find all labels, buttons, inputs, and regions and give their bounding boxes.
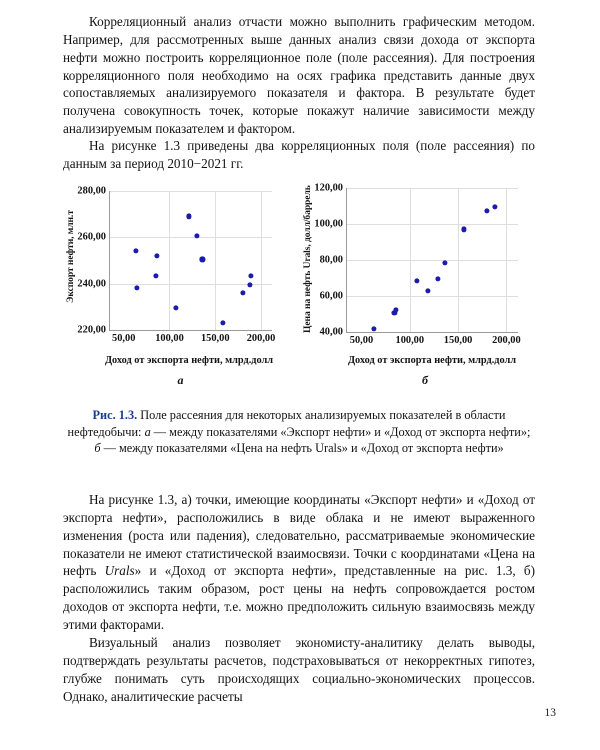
gridline-vertical <box>215 191 216 330</box>
paragraph-intro <box>63 13 535 138</box>
chart-a-x-axis-label: Доход от экспорта нефти, млрд.долл <box>104 355 274 366</box>
data-point <box>394 307 399 312</box>
data-point <box>414 278 419 283</box>
caption-text-2: — между показателями «Экспорт нефти» и «Доход от экспорта нефти»; <box>150 424 531 439</box>
y-tick-label: 240,00 <box>77 278 106 290</box>
x-tick-label: 200,00 <box>246 333 276 344</box>
paragraph-conclusion <box>63 634 535 705</box>
y-tick-label: 100,00 <box>314 218 343 230</box>
gridline-vertical <box>410 188 411 332</box>
gridline-vertical <box>458 188 459 332</box>
data-point <box>200 257 205 262</box>
scatter-chart-b <box>300 183 550 383</box>
data-point <box>134 286 139 291</box>
paragraph-text <box>63 491 535 634</box>
x-tick-label: 50,00 <box>349 335 374 346</box>
data-point <box>133 249 138 254</box>
y-tick-label: 120,00 <box>314 182 343 194</box>
caption-text-3: — между показателями «Цена на нефть Urals» и «Доход от экспорта нефти» <box>100 441 504 456</box>
paragraph-text: Корреляционный анализ отчасти можно выполнить графическим методом. Например, для рассмотренных выше данных анализ связи дохода от экспорта нефти можно построить корреляционное поле (поле рассеяния). Для построения корреляционного поля необходимо на осях графика представить данные двух сопоставляемых анализируемого показателя и фактора. В результате будет получена совокупность точек, которые покажут наличие зависимости между анализируемым показателем и фактором. <box>63 14 535 137</box>
p3-italic-urals: Urals <box>104 563 135 579</box>
x-tick-label: 150,00 <box>443 335 473 346</box>
gridline-vertical <box>506 188 507 332</box>
y-tick-label: 80,00 <box>319 254 343 266</box>
chart-b-y-axis-label: Цена на нефть Urals, долл/баррель <box>302 185 313 333</box>
data-point <box>247 282 252 287</box>
y-tick-label: 280,00 <box>77 185 106 197</box>
chart-b-x-axis-label: Доход от экспорта нефти, млрд.долл <box>347 355 517 366</box>
data-point <box>461 227 466 232</box>
chart-a-y-axis-label: Экспорт нефти, млн.т <box>65 210 76 304</box>
paragraph-text: Визуальный анализ позволяет экономисту-аналитику делать выводы, подтверждать результаты расчетов, подстраховываться от некорректных гипотез, глубже понимать суть происходящих социально-экономических процессов. Однако, аналитические расчеты <box>63 635 535 704</box>
y-tick-label: 60,00 <box>319 290 343 302</box>
gridline-horizontal <box>347 260 518 261</box>
data-point <box>153 273 158 278</box>
y-tick-label: 220,00 <box>77 324 106 336</box>
gridline-horizontal <box>347 188 518 189</box>
gridline-horizontal <box>347 296 518 297</box>
chart-a-plot-area <box>77 185 276 344</box>
x-tick-label: 100,00 <box>395 335 425 346</box>
data-point <box>220 320 225 325</box>
gridline-vertical <box>261 191 262 330</box>
chart-a-subcaption: а <box>177 373 184 387</box>
x-tick-label: 100,00 <box>155 333 184 344</box>
chart-b-subcaption: б <box>422 373 428 387</box>
chart-b-plot-area <box>314 182 521 346</box>
data-point <box>248 273 253 278</box>
gridline-vertical <box>169 191 170 330</box>
x-tick-label: 50,00 <box>112 333 136 344</box>
caption-label-a: а <box>144 424 151 439</box>
data-point <box>186 214 191 219</box>
data-point <box>435 276 440 281</box>
data-point <box>154 253 159 258</box>
figure-caption <box>63 407 535 457</box>
data-point <box>240 290 245 295</box>
y-tick-label: 40,00 <box>319 326 343 338</box>
paragraph-figure-intro <box>63 137 535 173</box>
data-point <box>442 260 447 265</box>
y-tick-label: 260,00 <box>77 231 106 243</box>
gridline-horizontal <box>110 237 272 238</box>
p3-segment-2: » и «Доход от экспорта нефти», представленные на рис. 1.3, б) расположились таким образом, рост цены на нефть сопровождается ростом доходов от экспорта нефти, т.е. можно предположить сильную взаимосвязь между этими факторами. <box>63 563 535 632</box>
data-point <box>173 305 178 310</box>
paragraph-text: На рисунке 1.3 приведены два корреляционных поля (поле рассеяния) по данным за период 2010−2021 гг. <box>63 138 535 171</box>
gridline-horizontal <box>347 224 518 225</box>
gridline-horizontal <box>110 191 272 192</box>
chart-b-plot-inner <box>314 182 521 346</box>
figure-1-3 <box>0 183 600 401</box>
data-point <box>484 208 489 213</box>
page-number: 13 <box>544 707 556 719</box>
data-point <box>492 204 497 209</box>
caption-label-b: б <box>94 441 101 456</box>
figure-number: Рис. 1.3. <box>92 408 138 422</box>
data-point <box>371 327 376 332</box>
x-tick-label: 200,00 <box>492 335 521 346</box>
chart-a-plot-inner <box>77 185 276 344</box>
paragraph-analysis <box>63 491 535 634</box>
x-tick-label: 150,00 <box>200 333 230 344</box>
data-point <box>426 288 431 293</box>
p3-segment-1: На рисунке 1.3, а) точки, имеющие координаты «Экспорт нефти» и «Доход от экспорта нефти», расположились в виде облака и не имеют выраженного изменения (роста или падения), следовательно, рассматриваемые экономические показатели не имеют статистической взаимосвязи. Точки с координатами «Цена на нефть <box>63 492 535 579</box>
scatter-chart-a <box>63 183 298 383</box>
caption-text-1: Поле рассеяния для некоторых анализируемых показателей в области нефтедобычи: <box>67 408 506 439</box>
